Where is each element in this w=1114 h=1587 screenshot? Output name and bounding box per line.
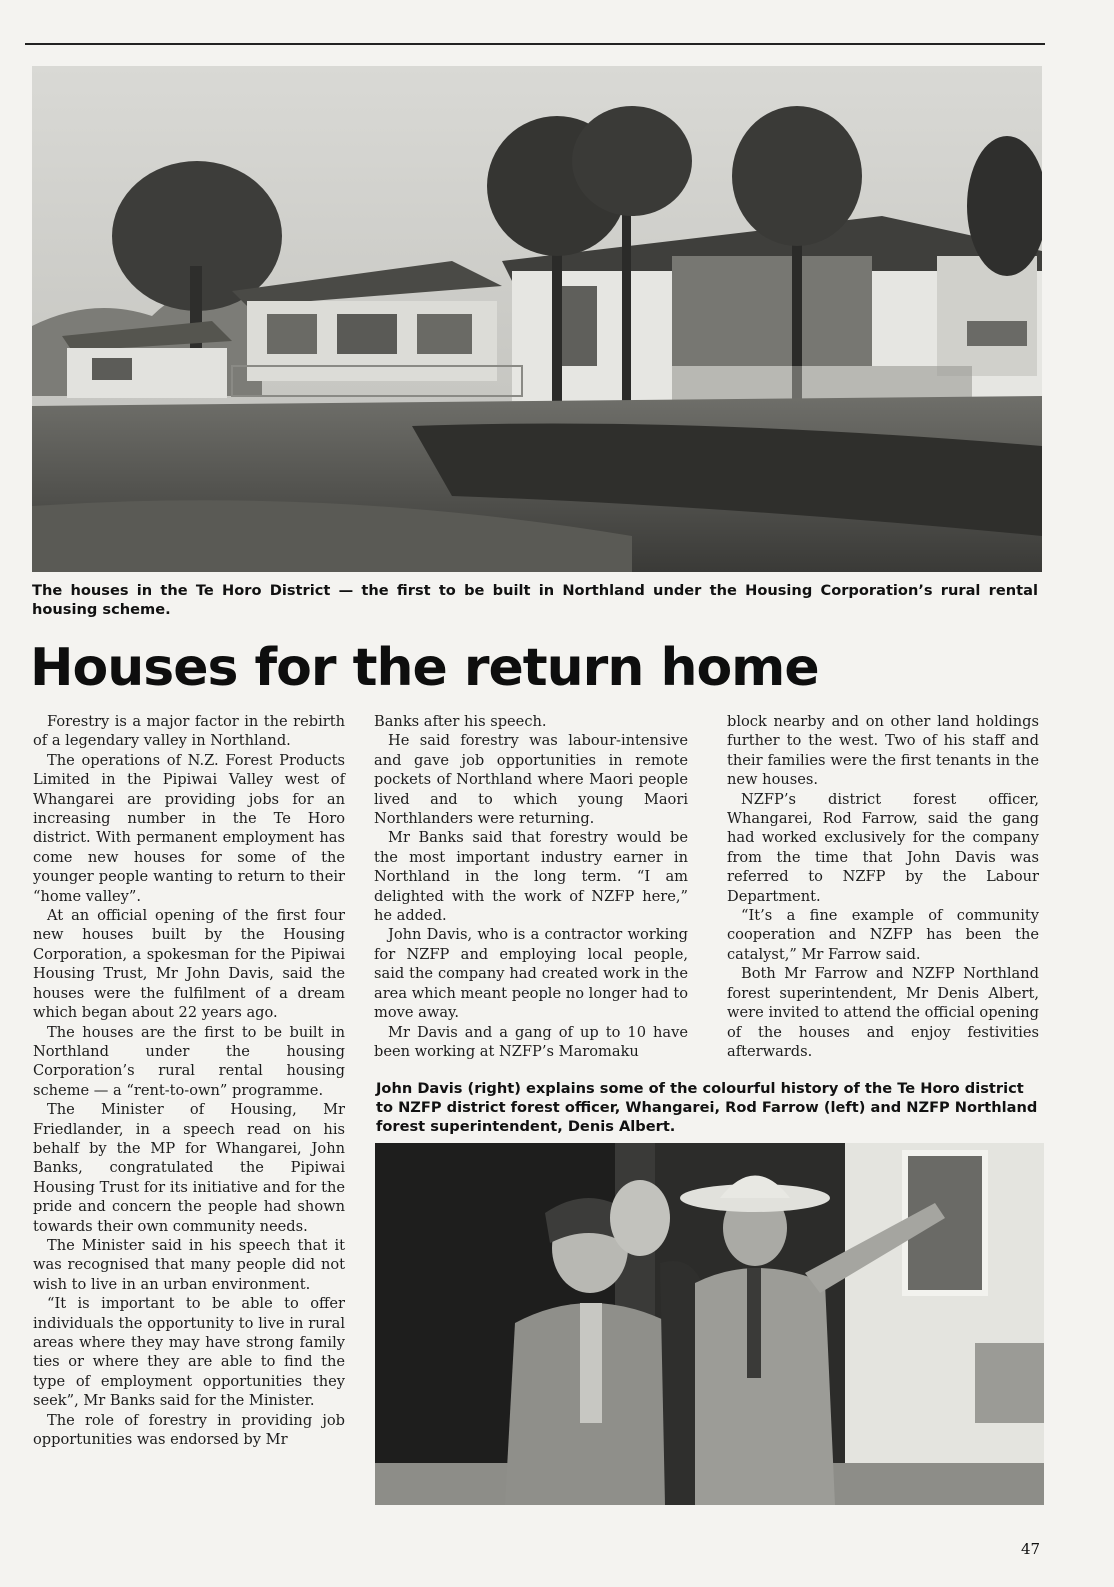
article-headline: Houses for the return home <box>30 638 819 698</box>
paragraph-continuation: block nearby and on other land holdings further to the west. Two of his staff and their families were the first tenants in the new houses. <box>727 713 1039 789</box>
bottom-photo-caption: John Davis (right) explains some of the colourful history of the Te Horo district to NZFP district forest officer, Whangarei, Rod Farrow (left) and NZFP Northland forest superintendent, Denis Albert. <box>376 1080 1038 1135</box>
paragraph: “It’s a fine example of community cooperation and NZFP has been the catalyst,” Mr Farrow said. <box>727 907 1039 963</box>
top-photo-caption: The houses in the Te Horo District — the first to be built in Northland under the Housing Corporation’s rural rental housing scheme. <box>32 582 1038 618</box>
paragraph: At an official opening of the first four new houses built by the Housing Corporation, a spokesman for the Pipiwai Housing Trust, Mr John Davis, said the houses were the fulfilment of a dream which began about 22 years ago. <box>33 907 345 1022</box>
paragraph: The houses are the first to be built in Northland under the housing Corporation’s rural rental housing scheme — a “rent-to-own” programme. <box>33 1023 345 1099</box>
paragraph: Mr Davis and a gang of up to 10 have been working at NZFP’s Maromaku <box>374 1023 688 1060</box>
houses-photo-illustration <box>32 66 1042 572</box>
paragraph: Forestry is a major factor in the rebirth of a legendary valley in Northland. <box>33 713 345 750</box>
article-column-3 <box>727 712 1039 1061</box>
paragraph: The role of forestry in providing job opportunities was endorsed by Mr <box>33 1411 345 1449</box>
paragraph: The Minister said in his speech that it was recognised that many people did not wish to live in an urban environment. <box>33 1236 345 1293</box>
paragraph: “It is important to be able to offer individuals the opportunity to live in rural areas where they may have strong family ties or where they are able to find the type of employment opportunities they seek”, Mr Banks said for the Minister. <box>33 1295 345 1410</box>
houses-photo <box>32 66 1042 572</box>
paragraph-continuation: Banks after his speech. <box>374 713 547 730</box>
article-column-1 <box>33 712 345 1449</box>
paragraph: The operations of N.Z. Forest Products Limited in the Pipiwai Valley west of Whangarei are providing jobs for an increasing number in the Te Horo district. With permanent employment has come new houses for some of the younger people wanting to return to their “home valley”. <box>33 751 345 905</box>
men-photo-illustration <box>375 1143 1044 1505</box>
article-column-2 <box>374 712 688 1061</box>
paragraph: Both Mr Farrow and NZFP Northland forest superintendent, Mr Denis Albert, were invited to attend the official opening of the houses and enjoy festivities afterwards. <box>727 965 1039 1060</box>
paragraph: He said forestry was labour-intensive and gave job opportunities in remote pockets of Northland where Maori people lived and to which young Maori Northlanders were returning. <box>374 732 688 828</box>
page-number: 47 <box>1021 1540 1041 1558</box>
paragraph: John Davis, who is a contractor working for NZFP and employing local people, said the company had created work in the area which meant people no longer had to move away. <box>374 926 688 1022</box>
paragraph: Mr Banks said that forestry would be the most important industry earner in Northland in the long term. “I am delighted with the work of NZFP here,” he added. <box>374 829 688 925</box>
top-rule <box>25 43 1045 45</box>
men-photo <box>375 1143 1044 1505</box>
paragraph: The Minister of Housing, Mr Friedlander, in a speech read on his behalf by the MP for Whangarei, John Banks, congratulated the Pipiwai Housing Trust for its initiative and for the pride and concern the people had shown towards their own community needs. <box>33 1101 345 1235</box>
paragraph: NZFP’s district forest officer, Whangarei, Rod Farrow, said the gang had worked exclusively for the company from the time that John Davis was referred to NZFP by the Labour Department. <box>727 790 1039 905</box>
